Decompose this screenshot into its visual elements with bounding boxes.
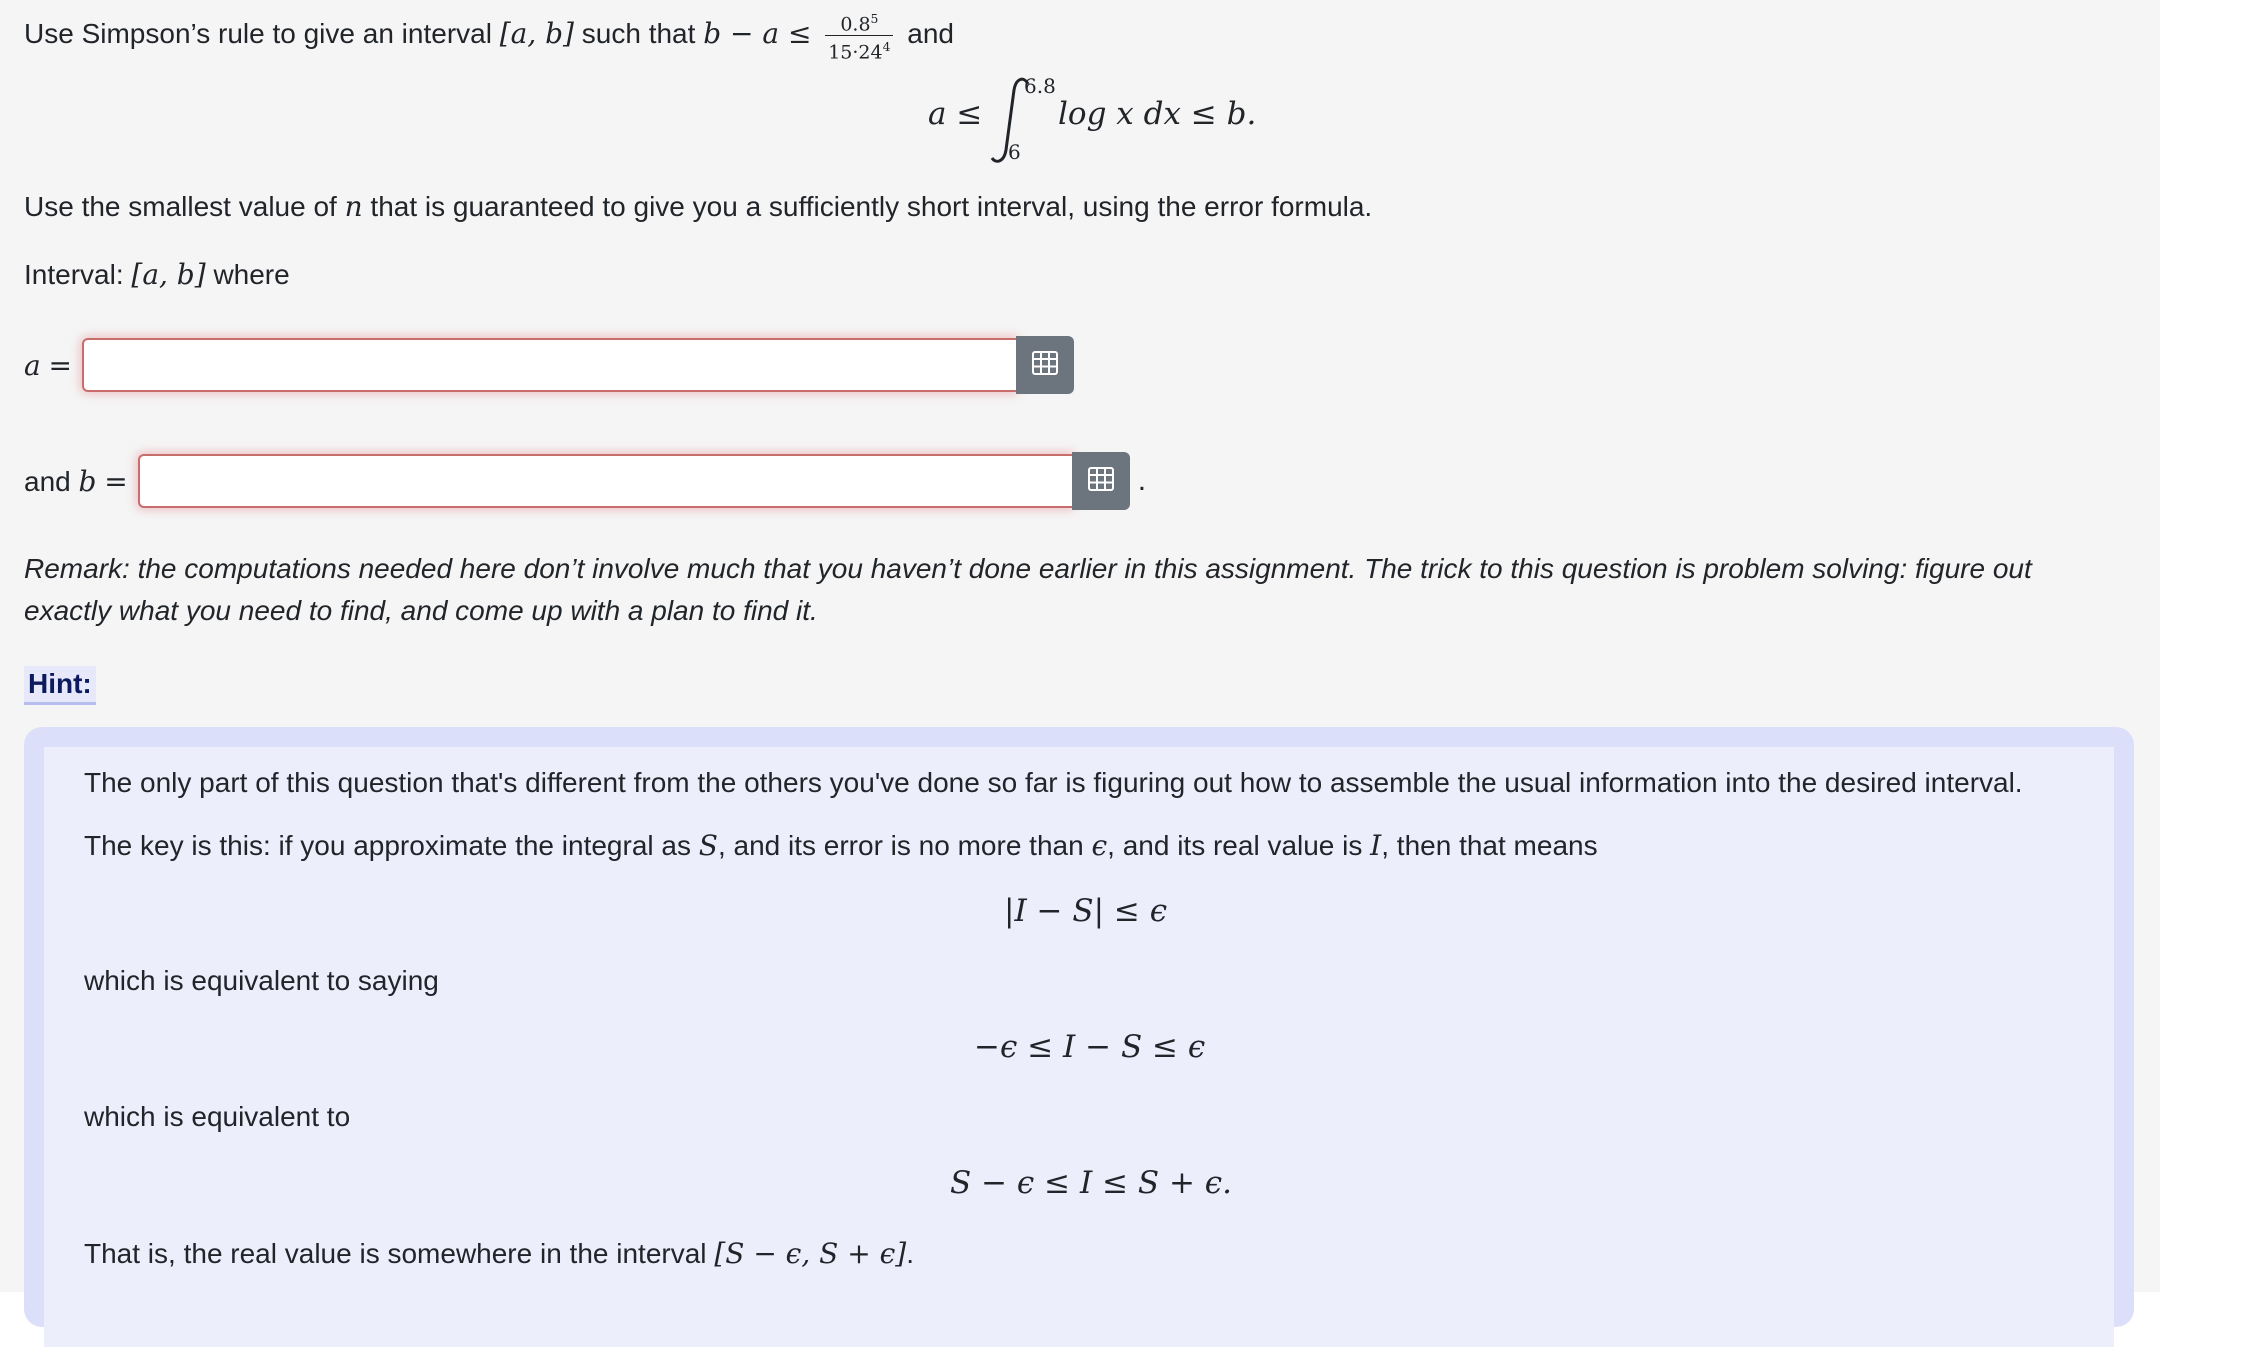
answer-a-label <box>24 349 72 382</box>
integrand: log x dx ≤ b. <box>1058 96 1257 132</box>
intro-and: and <box>907 18 954 50</box>
hint-p2-S: S <box>698 829 718 862</box>
grid-icon <box>1088 467 1114 496</box>
hint-p2-I: I <box>1370 829 1382 862</box>
fraction-denominator: 15·24 <box>828 41 883 64</box>
answer-b-row <box>24 452 1146 510</box>
hint-paragraph-3: which is equivalent to saying <box>84 965 439 996</box>
answer-b-input[interactable] <box>138 454 1072 508</box>
intro-such-that: such that <box>581 18 696 50</box>
answer-b-label <box>24 465 128 498</box>
interval-label: Interval: <box>24 259 124 290</box>
answer-trailing-period: . <box>1137 464 1147 497</box>
hint-equation-3: S − ϵ ≤ I ≤ S + ϵ. <box>950 1165 1233 1201</box>
grid-icon <box>1032 351 1058 380</box>
n-text-prefix: Use the smallest value of <box>24 191 337 222</box>
intro-text: Use Simpson’s rule to give an interval <box>24 18 492 50</box>
n-instruction <box>24 190 1372 223</box>
hint-p5-b: . <box>906 1238 914 1269</box>
interval-math: [a, b] <box>131 258 206 291</box>
a-equals: = <box>48 348 72 382</box>
b-prefix: and <box>24 465 71 497</box>
integral-upper-limit: 6.8 <box>1024 74 1056 98</box>
hint-p2-eps: ϵ <box>1091 829 1108 862</box>
hint-toggle[interactable]: Hint: <box>24 666 96 705</box>
n-variable: n <box>344 190 363 223</box>
hint-paragraph-4: which is equivalent to <box>84 1101 351 1132</box>
hint-p5-a: That is, the real value is somewhere in the interval <box>84 1238 707 1269</box>
remark-text: Remark: the computations needed here don’t involve much that you haven’t done earlier in this assignment. The trick to this question is problem solving: figure out exactly what you need to find, and come up with a plan to find it. <box>24 553 2032 626</box>
hint-p2-a: The key is this: if you approximate the integral as <box>84 830 691 861</box>
hint-box <box>24 727 2134 1327</box>
integral-lhs: a ≤ <box>928 96 983 132</box>
integral-lower-limit: 6 <box>1008 140 1021 164</box>
fraction-numerator-exponent: 5 <box>870 12 879 26</box>
question-intro <box>24 8 954 64</box>
hint-p2-d: , then that means <box>1381 830 1598 861</box>
intro-inequality: b − a ≤ <box>703 17 812 51</box>
answer-a-input[interactable] <box>82 338 1016 392</box>
intro-interval: [a, b] <box>499 17 574 51</box>
error-bound-fraction <box>825 8 893 64</box>
hint-p5-math: [S − ϵ, S + ϵ] <box>714 1237 907 1270</box>
hint-content <box>44 747 2114 1347</box>
hint-paragraph-2 <box>84 829 1598 862</box>
fraction-denominator-exponent: 4 <box>882 40 891 55</box>
interval-where: where <box>213 259 290 290</box>
b-variable: b <box>78 464 97 498</box>
answer-a-row <box>24 336 1074 394</box>
a-variable: a <box>24 348 41 382</box>
hint-equation-1: |I − S| ≤ ϵ <box>1004 893 1168 929</box>
answer-b-matrix-button[interactable] <box>1072 452 1130 510</box>
b-equals: = <box>104 464 128 498</box>
answer-a-matrix-button[interactable] <box>1016 336 1074 394</box>
hint-p2-c: , and its real value is <box>1107 830 1363 861</box>
hint-p2-b: , and its error is no more than <box>717 830 1084 861</box>
interval-label-line <box>24 258 290 291</box>
hint-paragraph-1: The only part of this question that's different from the others you've done so far is figuring out how to assemble the usual information into the desired interval. <box>84 767 2023 798</box>
n-text-suffix: that is guaranteed to give you a sufficiently short interval, using the error formula. <box>370 191 1373 222</box>
fraction-numerator: 0.8 <box>840 13 871 36</box>
hint-paragraph-5 <box>84 1237 914 1270</box>
hint-equation-2: −ϵ ≤ I − S ≤ ϵ <box>974 1029 1206 1065</box>
